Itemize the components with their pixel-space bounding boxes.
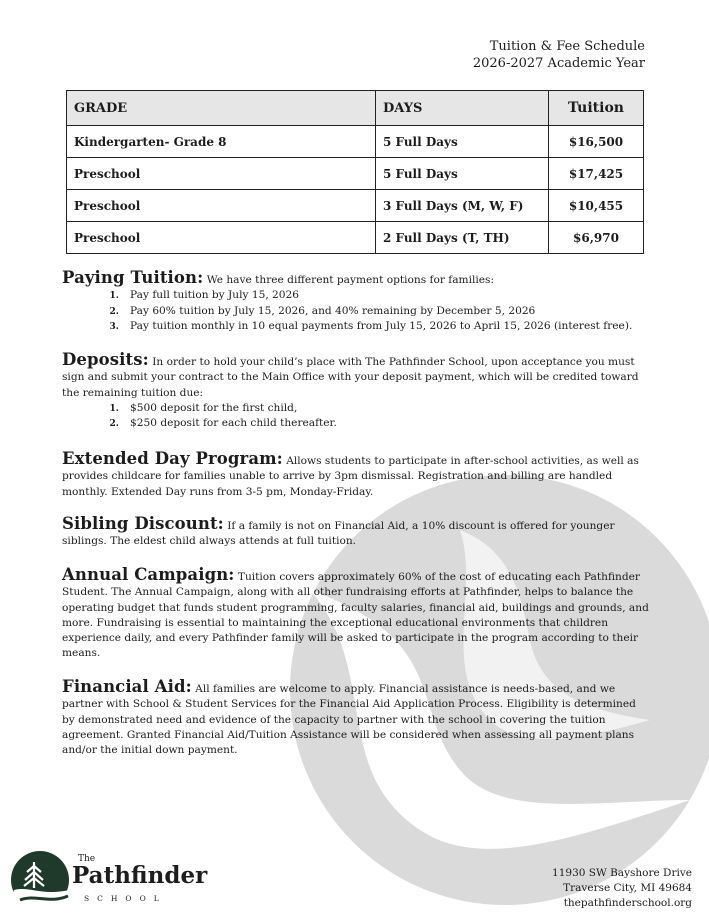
header-title: Tuition & Fee Schedule — [489, 39, 645, 54]
address-street: 11930 SW Bayshore Drive — [552, 867, 692, 879]
extended-day-section — [62, 451, 650, 500]
grade-cell: Kindergarten- Grade 8 — [67, 126, 376, 158]
address-city: Traverse City, MI 49684 — [563, 882, 692, 894]
address-website: thepathfinderschool.org — [563, 897, 692, 909]
extended-day-heading: Extended Day Program: — [62, 449, 283, 468]
tuition-cell: $16,500 — [549, 126, 644, 158]
sibling-discount-text: If a family is not on Financial Aid, a 10% discount is offered for younger siblings. The eldest child always attends at full tuition. — [62, 520, 615, 548]
extended-day-text: Allows students to participate in after-school activities, as well as provides childcare for families unable to arrive by 3pm dismissal. Registration and billing are handled monthly. Extended Day runs from 3-5 pm, Monday-Friday. — [62, 455, 639, 498]
financial-aid-heading: Financial Aid: — [62, 677, 192, 696]
school-logo — [10, 848, 208, 914]
grade-cell: Preschool — [67, 222, 376, 254]
sibling-discount-section — [62, 516, 650, 550]
annual-campaign-heading: Annual Campaign: — [62, 565, 235, 584]
list-item: 3. Pay tuition monthly in 10 equal payments from July 15, 2026 to April 15, 2026 (interest free). — [122, 319, 650, 334]
tuition-cell: $10,455 — [549, 190, 644, 222]
column-header-days: DAYS — [376, 91, 549, 126]
days-cell: 2 Full Days (T, TH) — [376, 222, 549, 254]
table-row — [67, 158, 644, 190]
deposits-heading: Deposits: — [62, 350, 149, 369]
days-cell: 5 Full Days — [376, 158, 549, 190]
paying-tuition-section — [62, 270, 650, 334]
deposits-text: In order to hold your child’s place with The Pathfinder School, upon acceptance you must sign and submit your contract to the Main Office with your deposit payment, which will be credited toward the remaining tuition due: — [62, 356, 639, 399]
financial-aid-text: All families are welcome to apply. Financial assistance is needs-based, and we partner with School & Student Services for the Financial Aid Application Process. Eligibility is determined by demonstrated need and evidence of the capacity to partner with the school in covering the tuition agreement. Granted Financial Aid/Tuition Assistance will be considered when assessing all payment plans and/or the initial down payment. — [62, 683, 636, 757]
header-year: 2026-2027 Academic Year — [472, 56, 645, 71]
list-item: 1. Pay full tuition by July 15, 2026 — [122, 288, 650, 303]
tuition-cell: $17,425 — [549, 158, 644, 190]
grade-cell: Preschool — [67, 190, 376, 222]
annual-campaign-text: Tuition covers approximately 60% of the cost of educating each Pathfinder Student. The Annual Campaign, along with all other fundraising efforts at Pathfinder, helps to balance the operating budget that funds student programming, faculty salaries, financial aid, buildings and grounds, and more. Fundraising is essential to maintaining the exceptional educational environments that children experience daily, and every Pathfinder family will be asked to participate in the program according to their means. — [62, 571, 649, 660]
logo-name: Pathfinder — [72, 862, 208, 889]
deposits-section — [62, 352, 650, 431]
logo-the: The — [78, 854, 96, 864]
school-address — [552, 866, 692, 911]
grade-cell: Preschool — [67, 158, 376, 190]
paying-tuition-heading: Paying Tuition: — [62, 268, 204, 287]
table-row — [67, 222, 644, 254]
list-item: 2. Pay 60% tuition by July 15, 2026, and 40% remaining by December 5, 2026 — [122, 304, 650, 319]
tuition-cell: $6,970 — [549, 222, 644, 254]
table-row — [67, 126, 644, 158]
days-cell: 5 Full Days — [376, 126, 549, 158]
sibling-discount-heading: Sibling Discount: — [62, 514, 224, 533]
logo-school: SCHOOL — [84, 894, 167, 903]
list-item: 2. $250 deposit for each child thereafter. — [122, 416, 650, 431]
pathfinder-tree-icon — [10, 850, 72, 910]
column-header-tuition: Tuition — [549, 91, 644, 126]
list-item: 1. $500 deposit for the first child, — [122, 401, 650, 416]
document-header — [473, 38, 645, 72]
financial-aid-section — [62, 679, 650, 758]
paying-tuition-intro: We have three different payment options for families: — [206, 274, 495, 286]
tuition-table — [66, 90, 644, 254]
table-header-row — [67, 91, 644, 126]
table-row — [67, 190, 644, 222]
column-header-grade: GRADE — [67, 91, 376, 126]
annual-campaign-section — [62, 567, 650, 662]
days-cell: 3 Full Days (M, W, F) — [376, 190, 549, 222]
